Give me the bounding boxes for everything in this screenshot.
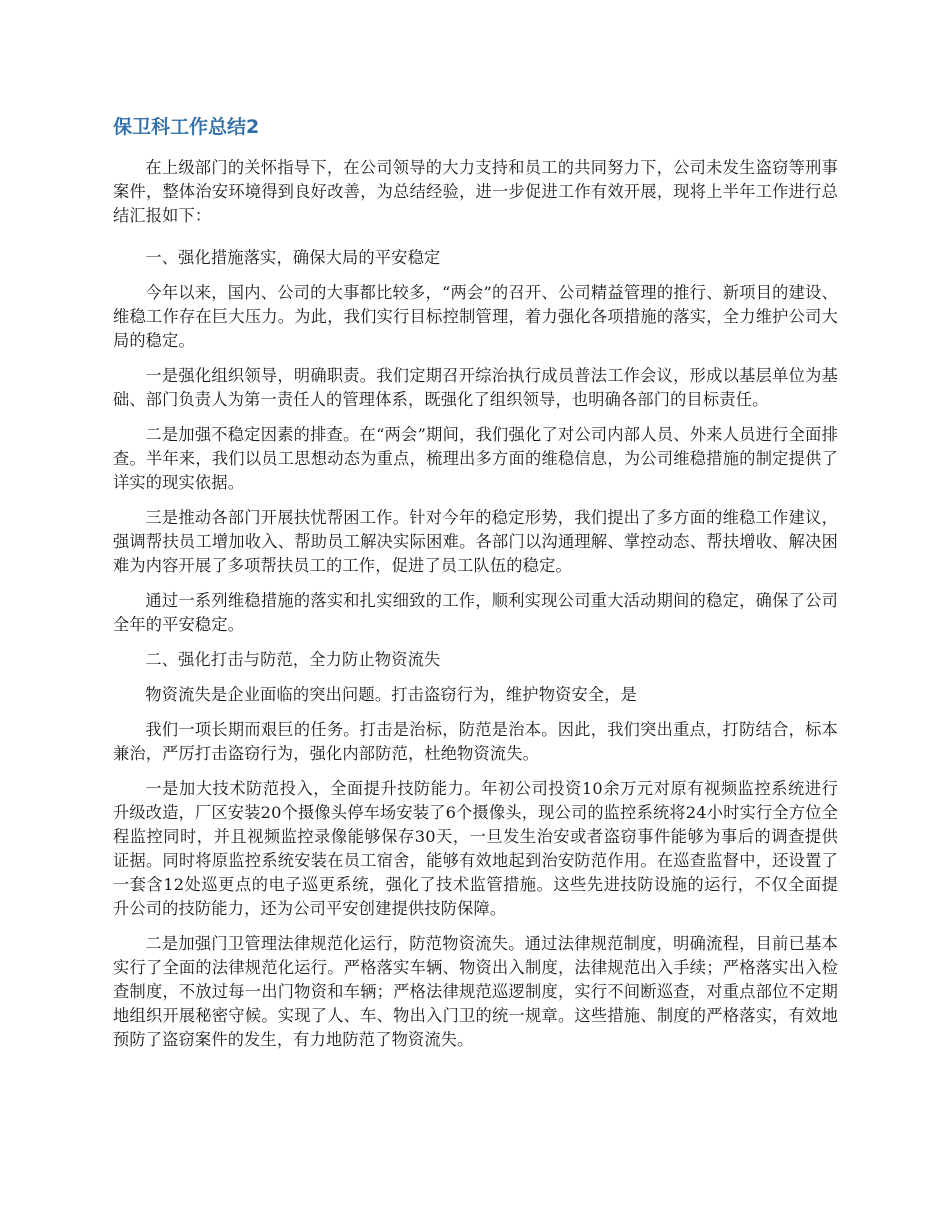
section-heading-2: 二、强化打击与防范，全力防止物资流失 [145,650,441,669]
paragraph: 今年以来，国内、公司的大事都比较多，“两会”的召开、公司精益管理的推行、新项目的建设、维稳工作存在巨大压力。为此，我们实行目标控制管理，着力强化各项措施的落实，全力维护公司大局的稳定。 [113,283,838,350]
paragraph: 二是加强不稳定因素的排查。在“两会”期间，我们强化了对公司内部人员、外来人员进行全面排查。半年来，我们以员工思想动态为重点，梳理出多方面的维稳信息，为公司维稳措施的制定提供了详实的现实依据。 [113,425,838,492]
paragraph: 通过一系列维稳措施的落实和扎实细致的工作，顺利实现公司重大活动期间的稳定，确保了公司全年的平安稳定。 [113,591,838,634]
paragraph: 物资流失是企业面临的突出问题。打击盗窃行为，维护物资安全，是 [145,685,638,704]
paragraph: 一是强化组织领导，明确职责。我们定期召开综治执行成员普法工作会议，形成以基层单位为基础、部门负责人为第一责任人的管理体系，既强化了组织领导，也明确各部门的目标责任。 [113,366,838,409]
section-heading-1: 一、强化措施落实，确保大局的平安稳定 [145,248,441,267]
paragraph: 我们一项长期而艰巨的任务。打击是治标，防范是治本。因此，我们突出重点，打防结合，标本兼治，严厉打击盗窃行为，强化内部防范，杜绝物资流失。 [113,720,838,763]
paragraph: 一是加大技术防范投入，全面提升技防能力。年初公司投资10余万元对原有视频监控系统进行升级改造，厂区安装20个摄像头停车场安装了6个摄像头，现公司的监控系统将24小时实行全方位全程监控同时，并且视频监控录像能够保存30天，一旦发生治安或者盗窃事件能够为事后的调查提供证据。同时将原监控系统安装在员工宿舍，能够有效地起到治安防范作用。在巡查监督中，还设置了一套含12处巡更点的电子巡更系统，强化了技术监管措施。这些先进技防设施的运行，不仅全面提升公司的技防能力，还为公司平安创建提供技防保障。 [113,779,838,918]
paragraph: 二是加强门卫管理法律规范化运行，防范物资流失。通过法律规范制度，明确流程，目前已基本实行了全面的法律规范化运行。严格落实车辆、物资出入制度，法律规范出入手续；严格落实出入检查制度，不放过每一出门物资和车辆；严格法律规范巡逻制度，实行不间断巡查，对重点部位不定期地组织开展秘密守候。实现了人、车、物出入门卫的统一规章。这些措施、制度的严格落实，有效地预防了盗窃案件的发生，有力地防范了物资流失。 [113,934,838,1049]
paragraph: 三是推动各部门开展扶忧帮困工作。针对今年的稳定形势，我们提出了多方面的维稳工作建议，强调帮扶员工增加收入、帮助员工解决实际困难。各部门以沟通理解、掌控动态、帮扶增收、解决困难为内容开展了多项帮扶员工的工作，促进了员工队伍的稳定。 [113,508,838,575]
document-page [113,112,838,1063]
page-title: 保卫科工作总结2 [113,116,260,138]
paragraph-intro: 在上级部门的关怀指导下，在公司领导的大力支持和员工的共同努力下，公司未发生盗窃等刑事案件，整体治安环境得到良好改善，为总结经验，进一步促进工作有效开展，现将上半年工作进行总结汇报如下： [113,158,838,225]
